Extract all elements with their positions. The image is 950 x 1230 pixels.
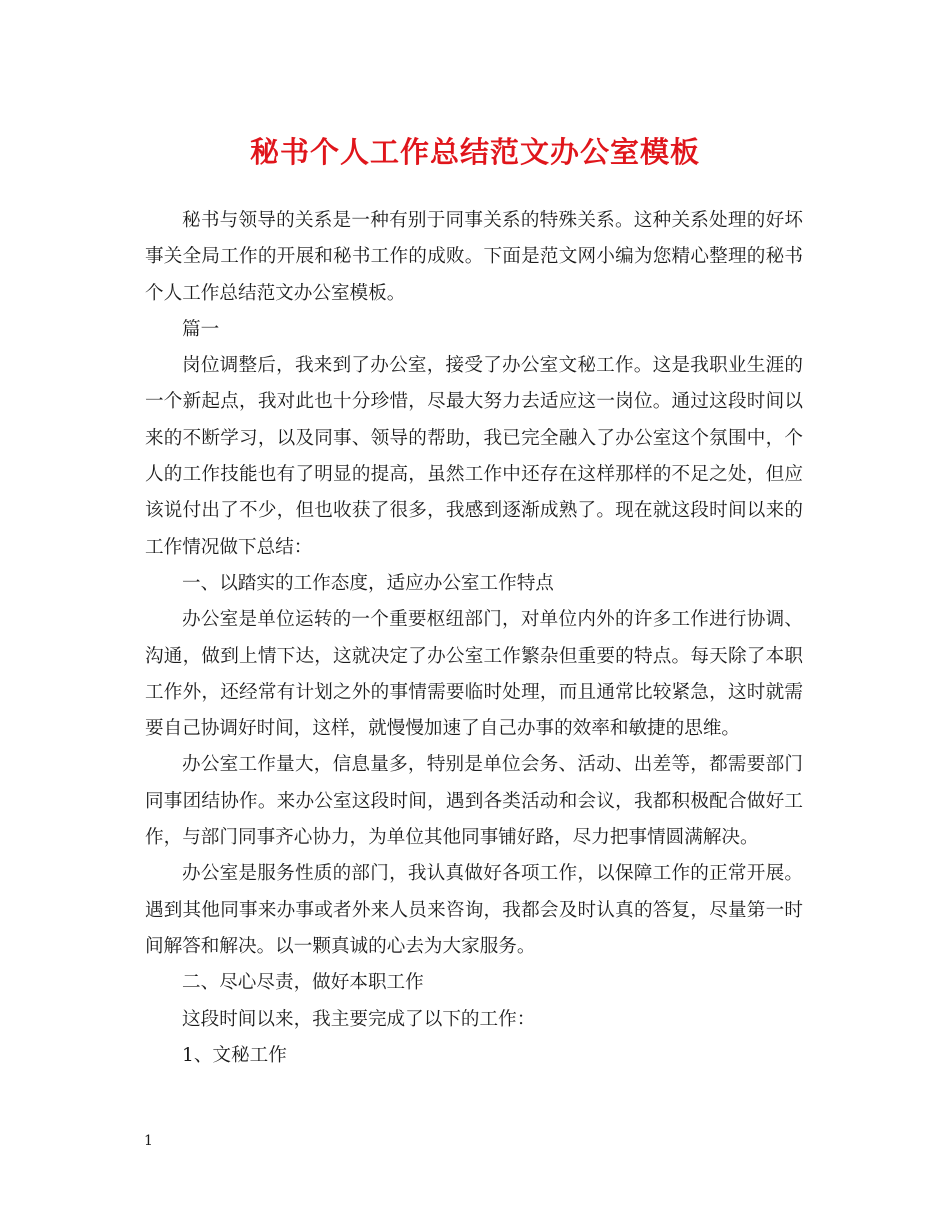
body-paragraph: 这段时间以来，我主要完成了以下的工作：: [182, 1008, 536, 1030]
page-number: 1: [144, 1133, 153, 1149]
section-label: 篇一: [182, 318, 220, 340]
body-paragraph: 办公室是单位运转的一个重要枢纽部门，对单位内外的许多工作进行协调、沟通，做到上情下达，这就决定了办公室工作繁杂但重要的特点。每天除了本职工作外，还经常有计划之外的事情需要临时处理，而且通常比较紧急，这时就需要自己协调好时间，这样，就慢慢加速了自己办事的效率和敏捷的思维。: [145, 609, 803, 740]
document-title: 秘书个人工作总结范文办公室模板: [249, 135, 700, 169]
document-body: [145, 203, 803, 1074]
body-paragraph: 岗位调整后，我来到了办公室，接受了办公室文秘工作。这是我职业生涯的一个新起点，我对此也十分珍惜，尽最大努力去适应这一岗位。通过这段时间以来的不断学习，以及同事、领导的帮助，我已完全融入了办公室这个氛围中，个人的工作技能也有了明显的提高，虽然工作中还存在这样那样的不足之处，但应该说付出了不少，但也收获了很多，我感到逐渐成熟了。现在就这段时间以来的工作情况做下总结：: [145, 355, 803, 558]
section-heading: 二、尽心尽责，做好本职工作: [182, 972, 424, 994]
section-heading: 一、以踏实的工作态度，适应办公室工作特点: [182, 572, 554, 594]
subsection-heading: 1、文秘工作: [182, 1044, 287, 1066]
intro-paragraph: 秘书与领导的关系是一种有别于同事关系的特殊关系。这种关系处理的好坏事关全局工作的开展和秘书工作的成败。下面是范文网小编为您精心整理的秘书个人工作总结范文办公室模板。: [145, 210, 803, 304]
body-paragraph: 办公室是服务性质的部门，我认真做好各项工作，以保障工作的正常开展。遇到其他同事来办事或者外来人员来咨询，我都会及时认真的答复，尽量第一时间解答和解决。以一颗真诚的心去为大家服务。: [145, 863, 803, 957]
body-paragraph: 办公室工作量大，信息量多，特别是单位会务、活动、出差等，都需要部门同事团结协作。来办公室这段时间，遇到各类活动和会议，我都积极配合做好工作，与部门同事齐心协力，为单位其他同事铺好路，尽力把事情圆满解决。: [145, 754, 803, 849]
